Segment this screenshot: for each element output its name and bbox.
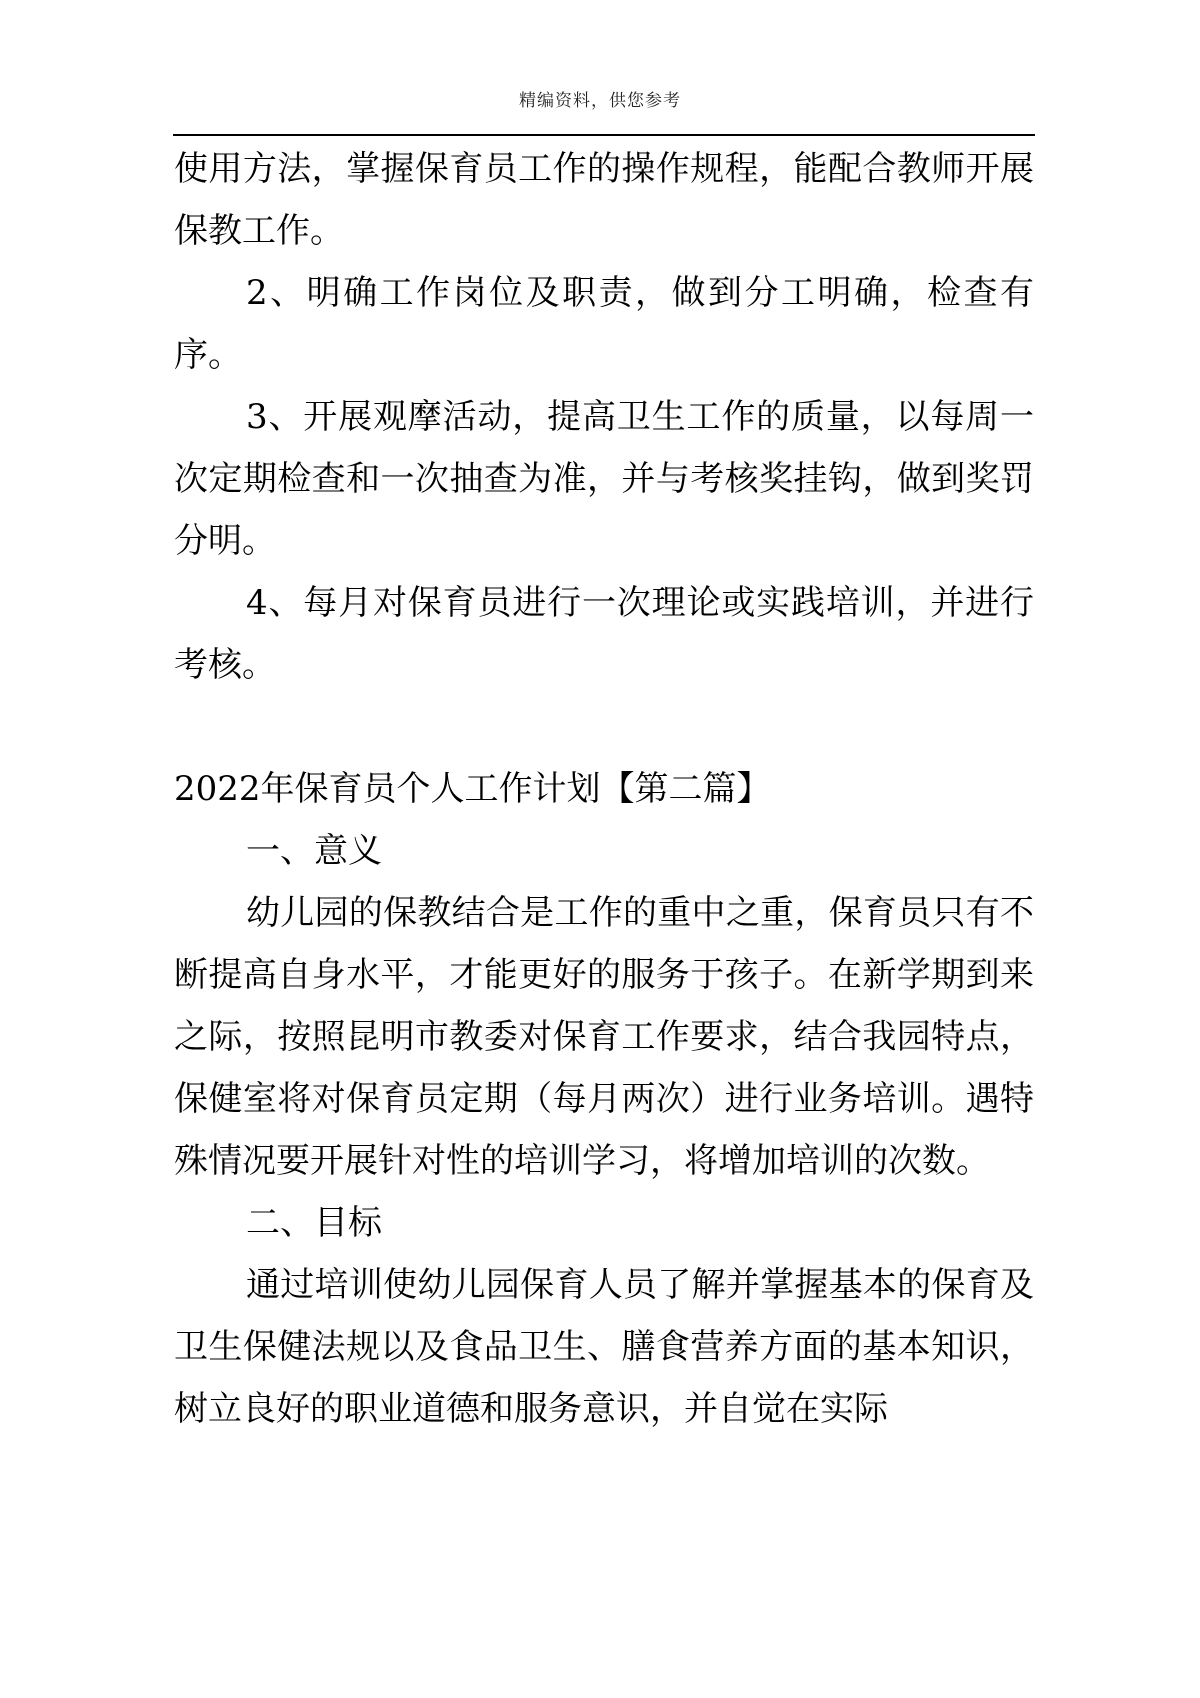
- section-title: 2022年保育员个人工作计划【第二篇】: [174, 769, 771, 809]
- paragraph-item-4: 4、每月对保育员进行一次理论或实践培训，并进行考核。: [174, 583, 1034, 685]
- paragraph-item-3: 3、开展观摩活动，提高卫生工作的质量，以每周一次定期检查和一次抽查为准，并与考核奖挂钩，做到奖罚分明。: [174, 397, 1034, 561]
- paragraph-item-2: 2、明确工作岗位及职责，做到分工明确，检查有序。: [174, 273, 1034, 375]
- paragraph-goal: 通过培训使幼儿园保育人员了解并掌握基本的保育及卫生保健法规以及食品卫生、膳食营养方面的基本知识，树立良好的职业道德和服务意识，并自觉在实际: [174, 1265, 1034, 1429]
- section-heading-meaning: 一、意义: [246, 831, 382, 871]
- header-divider: [173, 134, 1035, 136]
- section-heading-goal: 二、目标: [246, 1203, 382, 1243]
- paragraph-continuation: 使用方法，掌握保育员工作的操作规程，能配合教师开展保教工作。: [174, 149, 1034, 251]
- section-spacer: [174, 696, 1034, 758]
- page-header: 精编资料，供您参考: [519, 91, 681, 111]
- document-body: [174, 138, 1034, 1440]
- paragraph-meaning: 幼儿园的保教结合是工作的重中之重，保育员只有不断提高自身水平，才能更好的服务于孩子。在新学期到来之际，按照昆明市教委对保育工作要求，结合我园特点，保健室将对保育员定期（每月两次）进行业务培训。遇特殊情况要开展针对性的培训学习，将增加培训的次数。: [174, 893, 1034, 1181]
